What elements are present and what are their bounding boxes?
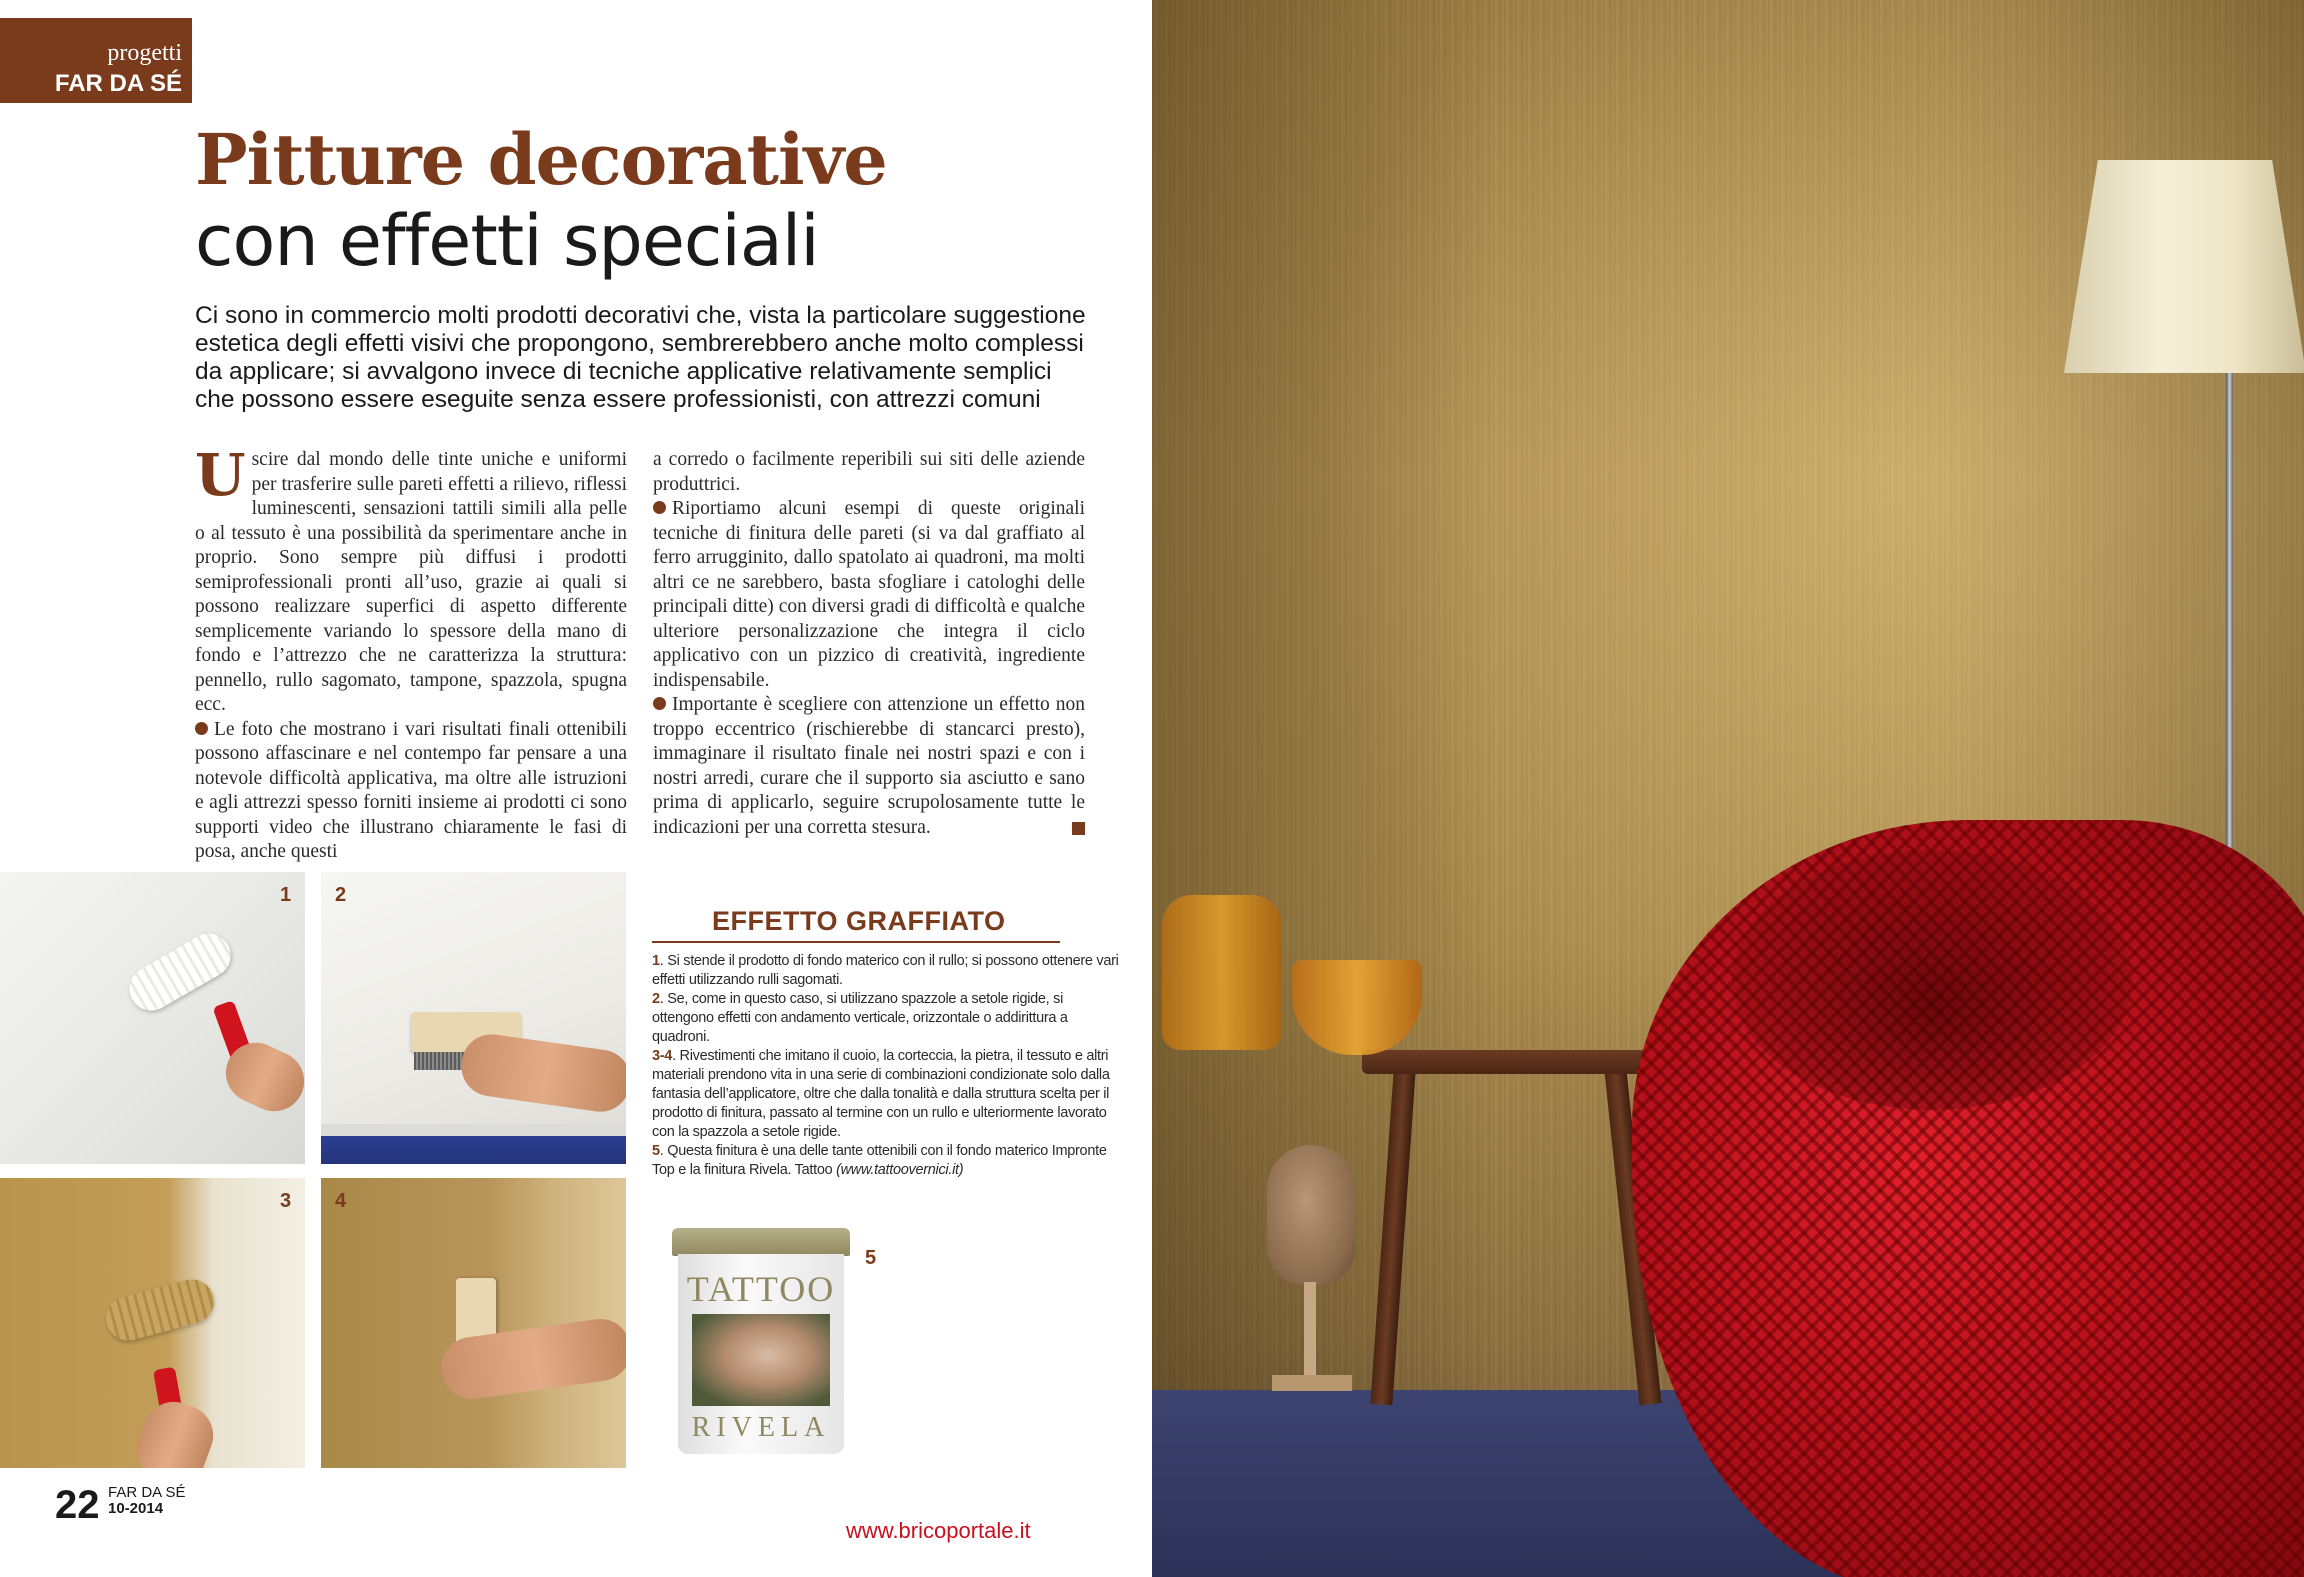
bucket-product-name: RIVELA <box>691 1412 831 1443</box>
sculpture-base <box>1272 1375 1352 1391</box>
lamp-shade <box>2064 160 2304 373</box>
body-paragraph <box>195 441 627 718</box>
section-tag-top: progetti <box>107 40 182 66</box>
box-title: EFFETTO GRAFFIATO <box>712 906 1006 936</box>
hand <box>458 1030 626 1115</box>
magazine-info <box>108 1485 186 1517</box>
body-paragraph <box>653 497 1085 693</box>
paint-bucket-image <box>672 1228 850 1460</box>
photo-number: 2 <box>335 884 347 906</box>
body-text: Le foto che mostrano i vari risultati finali ottenibili possono affascinare e nel contempo far pensare a una notevole difficoltà applicativa, ma oltre alle istruzioni e agli attrezzi spesso forniti insieme ai prodotti ci sono supporti video che illustrano chiaramente le fasi di posa, anche questi <box>195 718 627 862</box>
carved-head-sculpture <box>1267 1145 1355 1285</box>
article-title-second-line: con effetti speciali <box>195 200 819 282</box>
website-link[interactable]: www.bricoportale.it <box>846 1518 1031 1543</box>
sculpture-stand <box>1304 1282 1316 1380</box>
body-text: scire dal mondo delle tinte uniche e uniformi per trasferire sulle pareti effetti a rilievo, riflessi luminescenti, sensazioni tattili simili alla pelle o al tessuto è una possibilità da sperimentare anche in proprio. Sono sempre più diffusi i prodotti semiprofessionali pronti all’uso, grazie ai quali si possono realizzare superfici di aspetto differente semplicemente variando lo spessore della mano di fondo e l’attrezzo che ne caratterizza la struttura: pennello, rullo sagomato, tampone, spazzola, spugna ecc. <box>195 449 627 715</box>
lead-line: Ci sono in commercio molti prodotti decorativi che, vista la particolare suggestione <box>195 302 1086 329</box>
bucket-lid <box>672 1228 850 1256</box>
section-tag <box>0 18 192 103</box>
amber-glass-vase <box>1162 895 1282 1050</box>
photo-number: 4 <box>335 1190 347 1212</box>
caption <box>652 1047 1122 1142</box>
body-column-1 <box>195 441 627 865</box>
caption-text: . Rivestimenti che imitano il cuoio, la corteccia, la pietra, il tessuto e altri materiali prendono vita in una serie di combinazioni condizionate solo dalla fantasia dell’applicatore, oltre che dalla tonalità e dalla struttura scelta per il prodotto di finitura, passato al termine con un rullo e ulteriormente lavorato con la spazzola a setole rigide. <box>652 1048 1110 1140</box>
body-paragraph <box>653 693 1085 840</box>
article-title: Pitture decorative <box>195 118 887 201</box>
magazine-issue: 10-2014 <box>108 1500 164 1517</box>
page-number: 22 <box>55 1483 100 1527</box>
magazine-name: FAR DA SÉ <box>108 1484 186 1501</box>
caption-number: 1 <box>652 953 660 969</box>
bullet-icon <box>653 501 666 514</box>
caption-link[interactable]: (www.tattoovernici.it) <box>836 1162 964 1178</box>
hand <box>128 1393 221 1468</box>
step-photo-2 <box>321 872 626 1164</box>
caption <box>652 990 1122 1047</box>
step-photo-3 <box>0 1178 305 1468</box>
bucket-face-graphic <box>692 1314 830 1406</box>
caption-text: . Si stende il prodotto di fondo materico con il rullo; si possono ottenere vari effetti utilizzando rulli sagomati. <box>652 953 1119 988</box>
body-text: Riportiamo alcuni esempi di queste originali tecniche di finitura delle pareti (si va dal graffiato al ferro arrugginito, dallo spatolato ai quadroni, ma molti altri ce ne sarebbero, basta sfogliare i catologhi delle principali ditte) con diversi gradi di difficoltà e qualche ulteriore personalizzazione che integra il ciclo applicativo con un pizzico di creatività, ingrediente indispensabile. <box>653 498 1085 691</box>
lead-line: da applicare; si avvalgono invece di tecniche applicative relativamente semplici <box>195 358 1052 385</box>
body-text: a corredo o facilmente reperibili sui siti delle aziende produttrici. <box>653 449 1085 495</box>
box-captions <box>652 952 1122 1180</box>
body-paragraph <box>653 448 1085 497</box>
caption-text: . Questa finitura è una delle tante ottenibili con il fondo materico Impronte Top e la finitura Rivela. Tattoo <box>652 1143 1107 1178</box>
article-lead <box>195 302 1086 414</box>
lead-line: estetica degli effetti visivi che propongono, sembrerebbero anche molto complessi <box>195 330 1084 357</box>
bullet-icon <box>653 697 666 710</box>
dropcap: U <box>195 441 246 509</box>
step-photo-1 <box>0 872 305 1164</box>
caption-text: . Se, come in questo caso, si utilizzano spazzole a setole rigide, si ottengono effetti con andamento verticale, orizzontale o addirittura a quadroni. <box>652 991 1068 1045</box>
end-mark-icon <box>1072 822 1085 835</box>
photo-number: 1 <box>280 884 292 906</box>
step-photo-4 <box>321 1178 626 1468</box>
caption-number: 5 <box>652 1143 660 1159</box>
caption-number: 2 <box>652 991 660 1007</box>
photo-number: 3 <box>280 1190 292 1212</box>
masking-tape <box>321 1124 626 1164</box>
body-paragraph <box>195 718 627 865</box>
room-photo <box>1152 0 2304 1577</box>
paint-roller-icon <box>101 1275 219 1346</box>
box-divider <box>652 941 1060 943</box>
body-text: Importante è scegliere con attenzione un effetto non troppo eccentrico (rischierebbe di stancarci presto), immaginare il risultato finale nei nostri spazi e con i nostri arredi, curare che il supporto sia asciutto e sano prima di applicarlo, seguire scrupolosamente tutte le indicazioni per una corretta stesura. <box>653 694 1085 838</box>
chair-shadow <box>1732 850 2132 1110</box>
lead-line: che possono essere eseguite senza essere professionisti, con attrezzi comuni <box>195 386 1041 413</box>
section-tag-bottom: FAR DA SÉ <box>54 70 182 97</box>
photo-number: 5 <box>865 1247 877 1269</box>
bucket-brand: TATTOO <box>686 1269 836 1309</box>
caption-number: 3-4 <box>652 1048 673 1064</box>
caption <box>652 952 1122 990</box>
bullet-icon <box>195 722 208 735</box>
caption <box>652 1142 1122 1180</box>
body-column-2 <box>653 448 1085 840</box>
